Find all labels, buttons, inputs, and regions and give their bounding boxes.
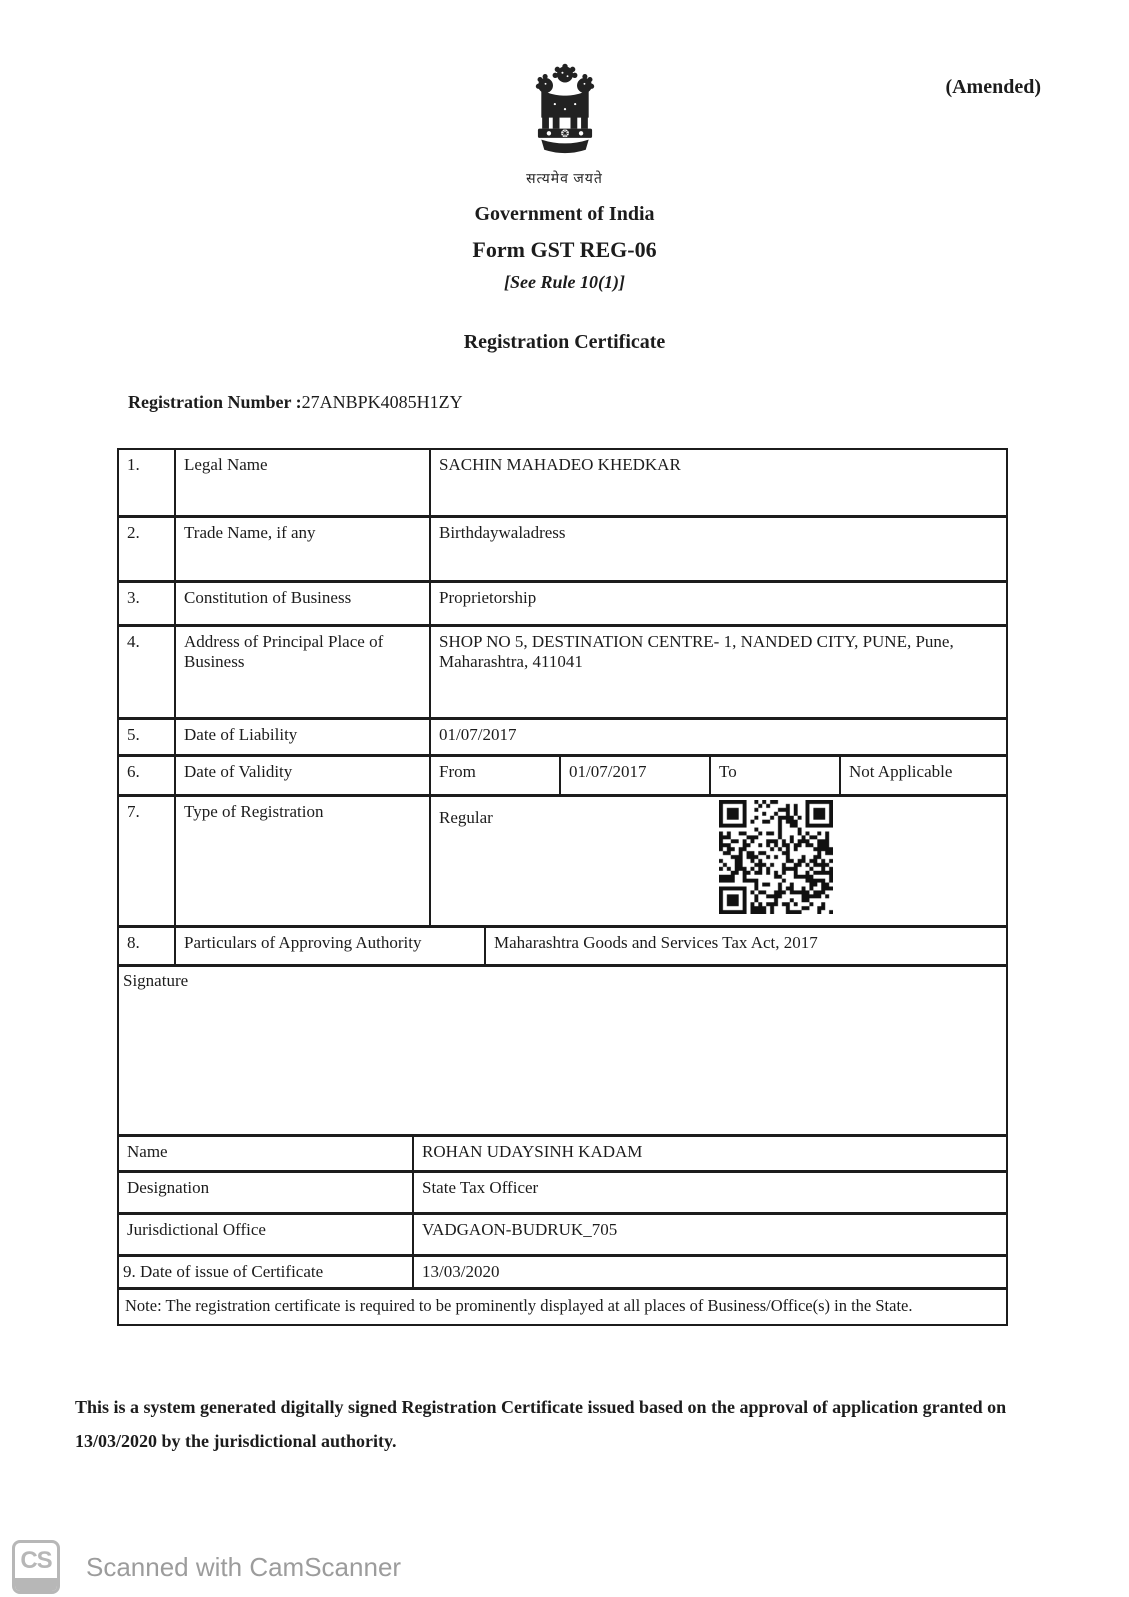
header-rule-reference: [See Rule 10(1)] bbox=[504, 272, 625, 292]
row-label: Legal Name bbox=[174, 450, 429, 515]
emblem-motto: सत्यमेव जयते bbox=[526, 172, 603, 187]
row-number: 7. bbox=[127, 802, 140, 821]
certificate-title: Registration Certificate bbox=[463, 331, 666, 353]
validity-from-value: 01/07/2017 bbox=[559, 757, 709, 794]
row-label: Name bbox=[127, 1142, 168, 1161]
table-row-jurisdictional-office bbox=[119, 1212, 1006, 1254]
row-value: ROHAN UDAYSINH KADAM bbox=[412, 1137, 1006, 1170]
table-row-date-of-validity bbox=[119, 754, 1006, 794]
row-label: Jurisdictional Office bbox=[127, 1220, 266, 1239]
header-government: Government of India bbox=[474, 203, 655, 225]
table-row-date-of-liability bbox=[119, 717, 1006, 754]
validity-to-value: Not Applicable bbox=[839, 757, 1006, 794]
row-label: Date of Liability bbox=[174, 720, 429, 754]
row-number: 5. bbox=[127, 725, 140, 744]
table-row-address bbox=[119, 624, 1006, 717]
row-number: 6. bbox=[127, 762, 140, 781]
validity-from-label: From bbox=[429, 757, 559, 794]
row-value: Maharashtra Goods and Services Tax Act, 2017 bbox=[484, 928, 1006, 964]
row-label: Designation bbox=[127, 1178, 210, 1197]
row-value-cell bbox=[429, 797, 1006, 925]
row-value: Regular bbox=[439, 808, 493, 827]
row-number: 1. bbox=[127, 455, 140, 474]
row-number: 8. bbox=[127, 933, 140, 952]
row-value: SHOP NO 5, DESTINATION CENTRE- 1, NANDED CITY, PUNE, Pune, Maharashtra, 411041 bbox=[429, 627, 1006, 717]
camscanner-logo-bar bbox=[15, 1578, 57, 1591]
row-value: VADGAON-BUDRUK_705 bbox=[412, 1215, 1006, 1254]
header-form-name: Form GST REG-06 bbox=[472, 237, 657, 262]
note-text: Note: The registration certificate is required to be prominently displayed at all places of Business/Office(s) in the State. bbox=[125, 1296, 913, 1315]
system-generated-note: This is a system generated digitally signed Registration Certificate issued based on the approval of application granted on 13/03/2020 by the jurisdictional authority. bbox=[75, 1397, 1007, 1451]
row-value: Proprietorship bbox=[429, 583, 1006, 624]
row-value: 13/03/2020 bbox=[412, 1257, 1006, 1287]
row-label: 9. Date of issue of Certificate bbox=[123, 1262, 324, 1281]
table-row-legal-name bbox=[119, 450, 1006, 515]
table-row-approving-authority bbox=[119, 925, 1006, 964]
row-label: Date of Validity bbox=[174, 757, 429, 794]
camscanner-logo-letters: CS bbox=[20, 1546, 52, 1574]
camscanner-text: Scanned with CamScanner bbox=[86, 1551, 402, 1582]
camscanner-logo bbox=[12, 1540, 60, 1594]
table-row-note bbox=[119, 1287, 1006, 1324]
india-national-emblem-icon bbox=[532, 58, 598, 162]
registration-number-value: 27ANBPK4085H1ZY bbox=[301, 392, 463, 412]
certificate-table bbox=[117, 448, 1008, 1326]
row-label: Constitution of Business bbox=[174, 583, 429, 624]
qr-code bbox=[719, 800, 833, 914]
registration-number-label: Registration Number : bbox=[128, 392, 302, 412]
row-label: Particulars of Approving Authority bbox=[174, 928, 484, 964]
camscanner-footer bbox=[12, 1540, 401, 1594]
table-row-signature bbox=[119, 964, 1006, 1134]
table-row-constitution bbox=[119, 580, 1006, 624]
validity-to-label: To bbox=[709, 757, 839, 794]
row-label: Trade Name, if any bbox=[174, 518, 429, 580]
row-label: Address of Principal Place of Business bbox=[174, 627, 429, 717]
row-number: 2. bbox=[127, 523, 140, 542]
emblem-block bbox=[0, 58, 1129, 188]
table-row-designation bbox=[119, 1170, 1006, 1212]
table-row-type-of-registration bbox=[119, 794, 1006, 925]
row-value: Birthdaywaladress bbox=[429, 518, 1006, 580]
row-value: SACHIN MAHADEO KHEDKAR bbox=[429, 450, 1006, 515]
row-label: Type of Registration bbox=[174, 797, 429, 925]
table-row-date-of-issue bbox=[119, 1254, 1006, 1287]
signature-label: Signature bbox=[123, 971, 189, 990]
registration-number-line bbox=[128, 392, 463, 413]
row-value: State Tax Officer bbox=[412, 1173, 1006, 1212]
row-number: 3. bbox=[127, 588, 140, 607]
row-value: 01/07/2017 bbox=[429, 720, 1006, 754]
row-number: 4. bbox=[127, 632, 140, 651]
amended-label: (Amended) bbox=[945, 76, 1041, 98]
table-row-trade-name bbox=[119, 515, 1006, 580]
table-row-officer-name bbox=[119, 1134, 1006, 1170]
